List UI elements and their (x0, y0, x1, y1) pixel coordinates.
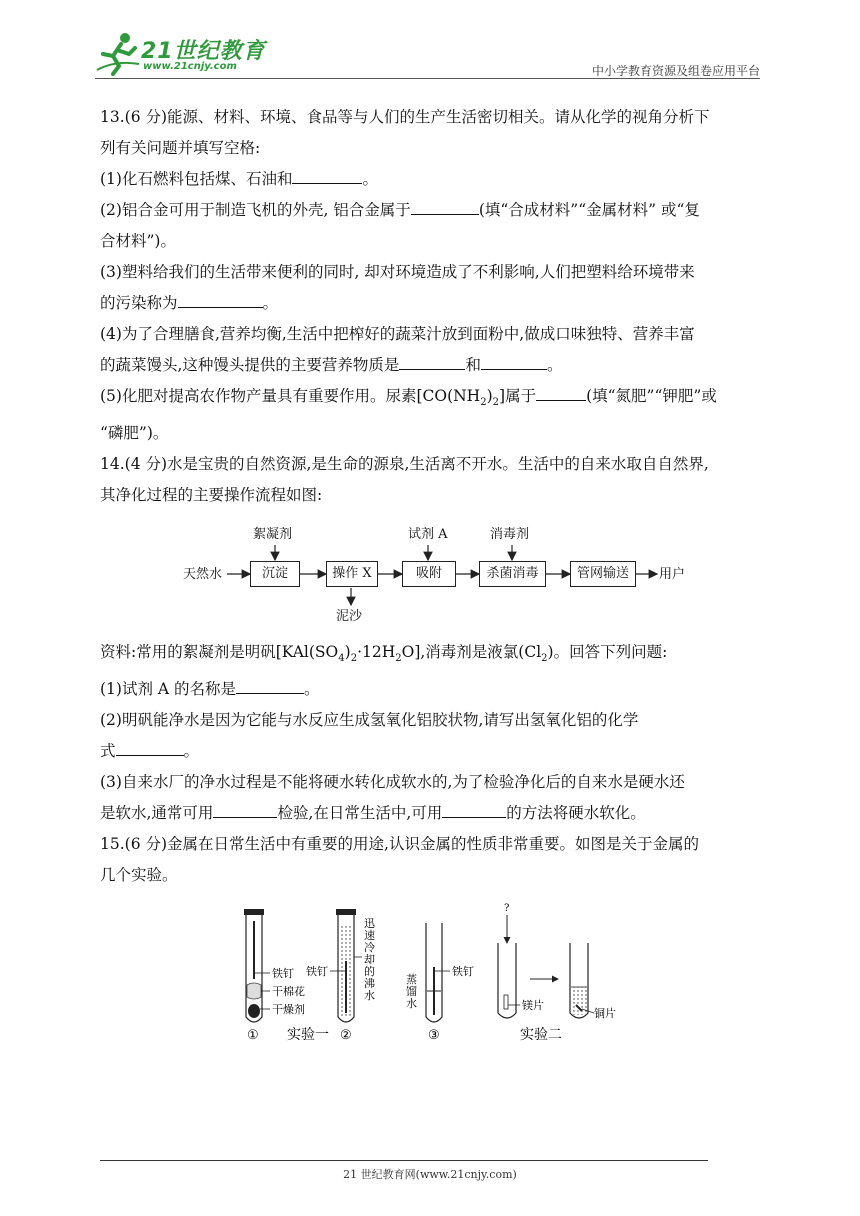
flow-output: 用户 (659, 567, 686, 583)
answer-blank[interactable] (536, 382, 586, 401)
answer-blank[interactable] (292, 165, 362, 184)
answer-blank[interactable] (399, 351, 465, 370)
logo-url: www.21cnjy.com (143, 61, 237, 72)
flow-add-disinfectant: 消毒剂 (490, 527, 530, 543)
q13-part4: (4)为了合理膳食,营养均衡,生活中把榨好的蔬菜汁放到面粉中,做成口味独特、营养丰富 (100, 325, 695, 343)
label-cu: 铜片 (594, 1007, 616, 1021)
svg-text:水: 水 (364, 989, 375, 1003)
q13-part5: (5)化肥对提高农作物产量具有重要作用。尿素$[CO(NH_2)_2]$属于 (填“氮肥”“钾肥”或 (100, 381, 764, 418)
q14-part3: (3)自来水厂的净水过程是不能将硬水转化成软水的,为了检验净化后的自来水是硬水还 (100, 773, 685, 792)
test-tube-2 (330, 909, 362, 1022)
q14-part2: (2)明矾能净水是因为它能与水反应生成氢氧化铝胶状物,请写出氢氧化铝的化学 (100, 711, 639, 730)
label-t1-nail: 铁钉 (272, 967, 294, 981)
q14-info: 资料:常用的絮凝剂是明矾$[KAl(SO_4)_2\cdot 12H_2O]$,消毒剂是液氯$(Cl_2)$。回答下列问题: (100, 643, 668, 665)
site-logo (95, 30, 275, 78)
q14-stem: 14.(4 分)水是宝贵的自然资源,是生命的源泉,生活离不开水。生活中的自来水取自自然界, (100, 455, 709, 474)
label-t1-desiccant: 干燥剂 (272, 1003, 305, 1017)
label-num3: ③ (428, 1028, 440, 1044)
test-tube-4 (498, 943, 520, 1018)
label-t2-nail: 铁钉 (306, 965, 328, 979)
answer-blank[interactable] (213, 799, 277, 818)
metal-experiments-figure (100, 901, 764, 1061)
flow-add-flocculant: 絮凝剂 (253, 527, 293, 543)
answer-blank[interactable] (481, 351, 547, 370)
flow-input: 天然水 (183, 567, 223, 583)
test-tube-1 (244, 909, 270, 1022)
footer-divider (100, 1160, 708, 1161)
flow-box-sediment: 沉淀 (250, 561, 300, 587)
flow-box-disinfect: 杀菌消毒 (479, 561, 546, 587)
svg-text:速: 速 (364, 929, 375, 943)
flow-box-pipeline: 管网输送 (570, 561, 636, 587)
svg-text:水: 水 (406, 997, 417, 1011)
experiment-diagram (100, 901, 764, 1061)
svg-text:冷: 冷 (364, 941, 375, 955)
q13-part2: (2)铝合金可用于制造飞机的外壳, 铝合金属于 (填“合成材料”“金属材料” 或“复 (100, 195, 764, 226)
question-content: 13.(6 分)能源、材料、环境、食品等与人们的生产生活密切相关。请从化学的视角分析下 列有关问题并填写空格: (1)化石燃料包括煤、石油和 。 (2)铝合金可用于制造飞机的外壳, 铝合金属于 (填“合成材料”“金属材料” 或“复 合材料”)。 (3)塑料给我们的生活带来便利的同时, 却对环境造成了不利影响,人们把塑料给环境带来 的污染称为 。 (4)为了合理膳食,营养均衡,生活中把榨好的蔬菜汁放到面粉中,做成口味独特、营养丰富 的蔬菜馒头,这种馒头提供的主要营养物质是 和 。 (5)化肥对提高农作物产量具有重要作用。尿素$[CO(NH_2)_2]$属于 (填“氮肥”“钾肥”或 “磷肥”)。 14.(4 分)水是宝贵的自然资源,是生命的源泉,生活离不开水。生活中的自来水取自自然界, 其净化过程的主要操作流程如图: 天然水 沉淀 操作 X 吸附 杀菌消毒 管网输送 用户 絮凝剂 试剂 A 消毒剂 泥沙 资料:常用的絮凝剂是明矾$[KAl(SO_4)_2\cdot 12H_2O]$,消毒剂是液氯$(Cl_2)$。回答下列问题: (1)试剂 A 的名称是 。 (2)明矾能净水是因为它能与水反应生成氢氧化铝胶状物,请写出氢氧化铝的化学 式 。 (3)自来水厂的净水过程是不能将硬水转化成软水的,为了检验净化后的自来水是硬水还 是软水,通常可用 检验,在日常生活中,可用 的方法将硬水软化。 15.(6 分)金属在日常生活中有重要的用途,认识金属的性质非常重要。如图是关于金属的 几个实验。 铁钉 干棉花 干燥剂 ① 铁钉 迅 速 冷 却 的 沸 水 ② 实验一 蒸 馏 水 铁钉 ③ ? 镁片 铜片 实验二 (100, 102, 764, 1061)
answer-blank[interactable] (116, 737, 184, 756)
flow-box-adsorb: 吸附 (402, 561, 456, 587)
q14-part1: (1)试剂 A 的名称是 。 (100, 674, 764, 705)
q13-part3: (3)塑料给我们的生活带来便利的同时, 却对环境造成了不利影响,人们把塑料给环境带来 (100, 263, 695, 281)
answer-blank[interactable] (236, 675, 304, 694)
page-footer: 21 世纪教育网(www.21cnjy.com) (343, 1168, 517, 1181)
answer-blank[interactable] (178, 289, 263, 308)
logo-title: 21世纪教育 (141, 39, 266, 64)
svg-text:沸: 沸 (364, 977, 375, 991)
flow-box-operation-x: 操作 X (326, 561, 378, 587)
platform-name: 中小学教育资源及组卷应用平台 (591, 64, 760, 78)
test-tube-5 (570, 943, 594, 1018)
caption-experiment-1: 实验一 (287, 1027, 329, 1044)
water-purification-flowchart (100, 517, 764, 637)
svg-text:却: 却 (364, 953, 375, 967)
label-num2: ② (340, 1028, 352, 1044)
header-divider (95, 78, 760, 79)
label-question-mark: ? (504, 903, 510, 915)
label-mg: 镁片 (522, 999, 544, 1013)
test-tube-3 (426, 923, 450, 1022)
svg-text:馏: 馏 (406, 985, 417, 999)
answer-blank[interactable] (411, 196, 479, 215)
q15-stem: 15.(6 分)金属在日常生活中有重要的用途,认识金属的性质非常重要。如图是关于金属的 (100, 835, 699, 854)
label-num1: ① (247, 1028, 259, 1044)
q13-part1: (1)化石燃料包括煤、石油和 。 (100, 164, 764, 195)
flow-add-reagent-a: 试剂 A (408, 527, 448, 543)
svg-text:的: 的 (364, 965, 375, 979)
label-t1-cotton: 干棉花 (272, 985, 305, 999)
q13-stem: 13.(6 分)能源、材料、环境、食品等与人们的生产生活密切相关。请从化学的视角分析下 (100, 108, 710, 126)
page-header (95, 30, 760, 80)
flow-byproduct: 泥沙 (336, 609, 363, 625)
svg-text:蒸: 蒸 (406, 973, 417, 987)
label-t3-nail: 铁钉 (452, 965, 474, 979)
caption-experiment-2: 实验二 (520, 1027, 562, 1044)
svg-text:迅: 迅 (364, 917, 375, 931)
answer-blank[interactable] (442, 799, 506, 818)
runner-logo-icon (95, 30, 141, 76)
